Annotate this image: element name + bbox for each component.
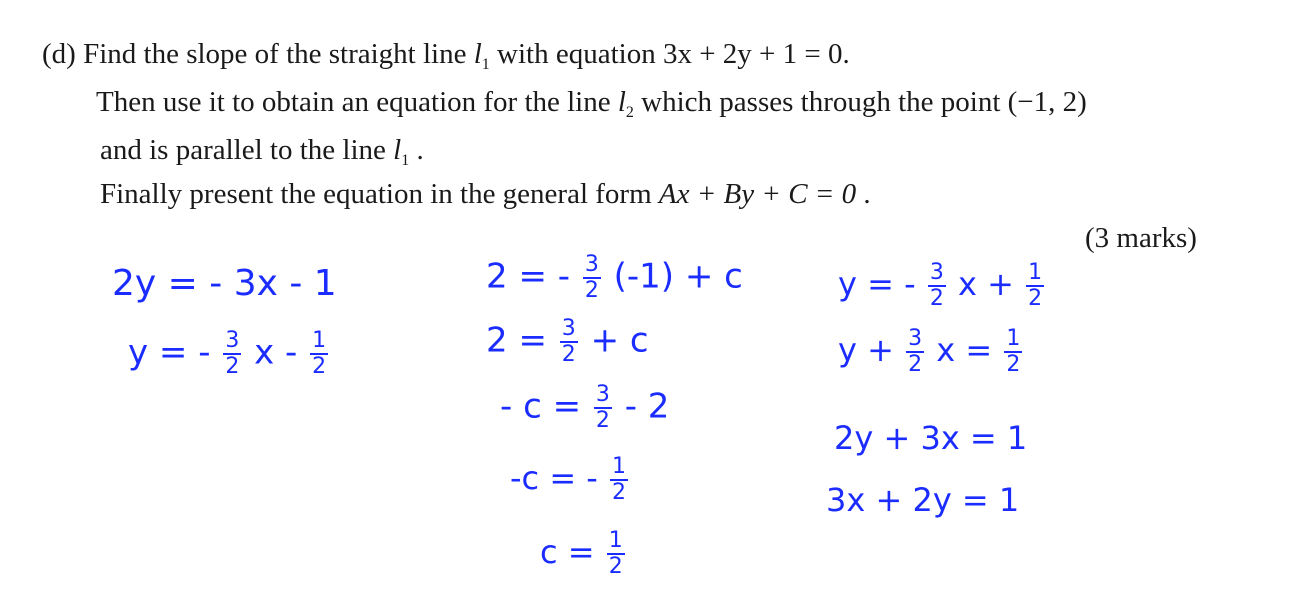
fraction: $\frac{3}{2}$	[561, 316, 576, 367]
work-col2-row4: -c = - $\frac{1}{2}$	[510, 454, 627, 505]
work-col2-row1: 2 = - $\frac{3}{2}$ (-1) + c	[486, 252, 743, 303]
work-col2-row5: c = $\frac{1}{2}$	[540, 528, 623, 579]
work-col3-row4: 3x + 2y = 1	[826, 481, 1020, 519]
fraction: $\frac{3}{2}$	[929, 260, 944, 311]
work-col1-row1: 2y = - 3x - 1	[112, 263, 337, 304]
work-col2-row2: 2 = $\frac{3}{2}$ + c	[486, 316, 649, 367]
work-col2-row3: - c = $\frac{3}{2}$ - 2	[500, 382, 670, 433]
work-col3-row1: y = - $\frac{3}{2}$ x + $\frac{1}{2}$	[838, 260, 1043, 311]
question-line-1: (d) Find the slope of the straight line $l_1$ with equation 3x + 2y + 1 = 0.	[42, 38, 850, 73]
fraction: $\frac{1}{2}$	[1028, 260, 1043, 311]
marks-label: (3 marks)	[1085, 222, 1197, 254]
work-col3-row2: y + $\frac{3}{2}$ x = $\frac{1}{2}$	[838, 326, 1021, 377]
work-col3-row3: 2y + 3x = 1	[834, 419, 1028, 457]
fraction: $\frac{1}{2}$	[612, 454, 627, 505]
question-line-2: Then use it to obtain an equation for the line $l_2$ which passes through the point (−1, 2)	[96, 86, 1087, 121]
question-line-4: Finally present the equation in the general form Ax + By + C = 0 .	[100, 178, 871, 210]
fraction: $\frac{1}{2}$	[1006, 326, 1021, 377]
question-line-3: and is parallel to the line $l_1$ .	[100, 134, 424, 169]
fraction: $\frac{3}{2}$	[584, 252, 599, 303]
fraction: $\frac{3}{2}$	[225, 328, 240, 379]
fraction: $\frac{1}{2}$	[312, 328, 327, 379]
part-label: (d)	[42, 38, 76, 70]
fraction: $\frac{3}{2}$	[908, 326, 923, 377]
fraction: $\frac{3}{2}$	[595, 382, 610, 433]
work-col1-row2: y = - $\frac{3}{2}$ x - $\frac{1}{2}$	[128, 328, 327, 379]
fraction: $\frac{1}{2}$	[608, 528, 623, 579]
